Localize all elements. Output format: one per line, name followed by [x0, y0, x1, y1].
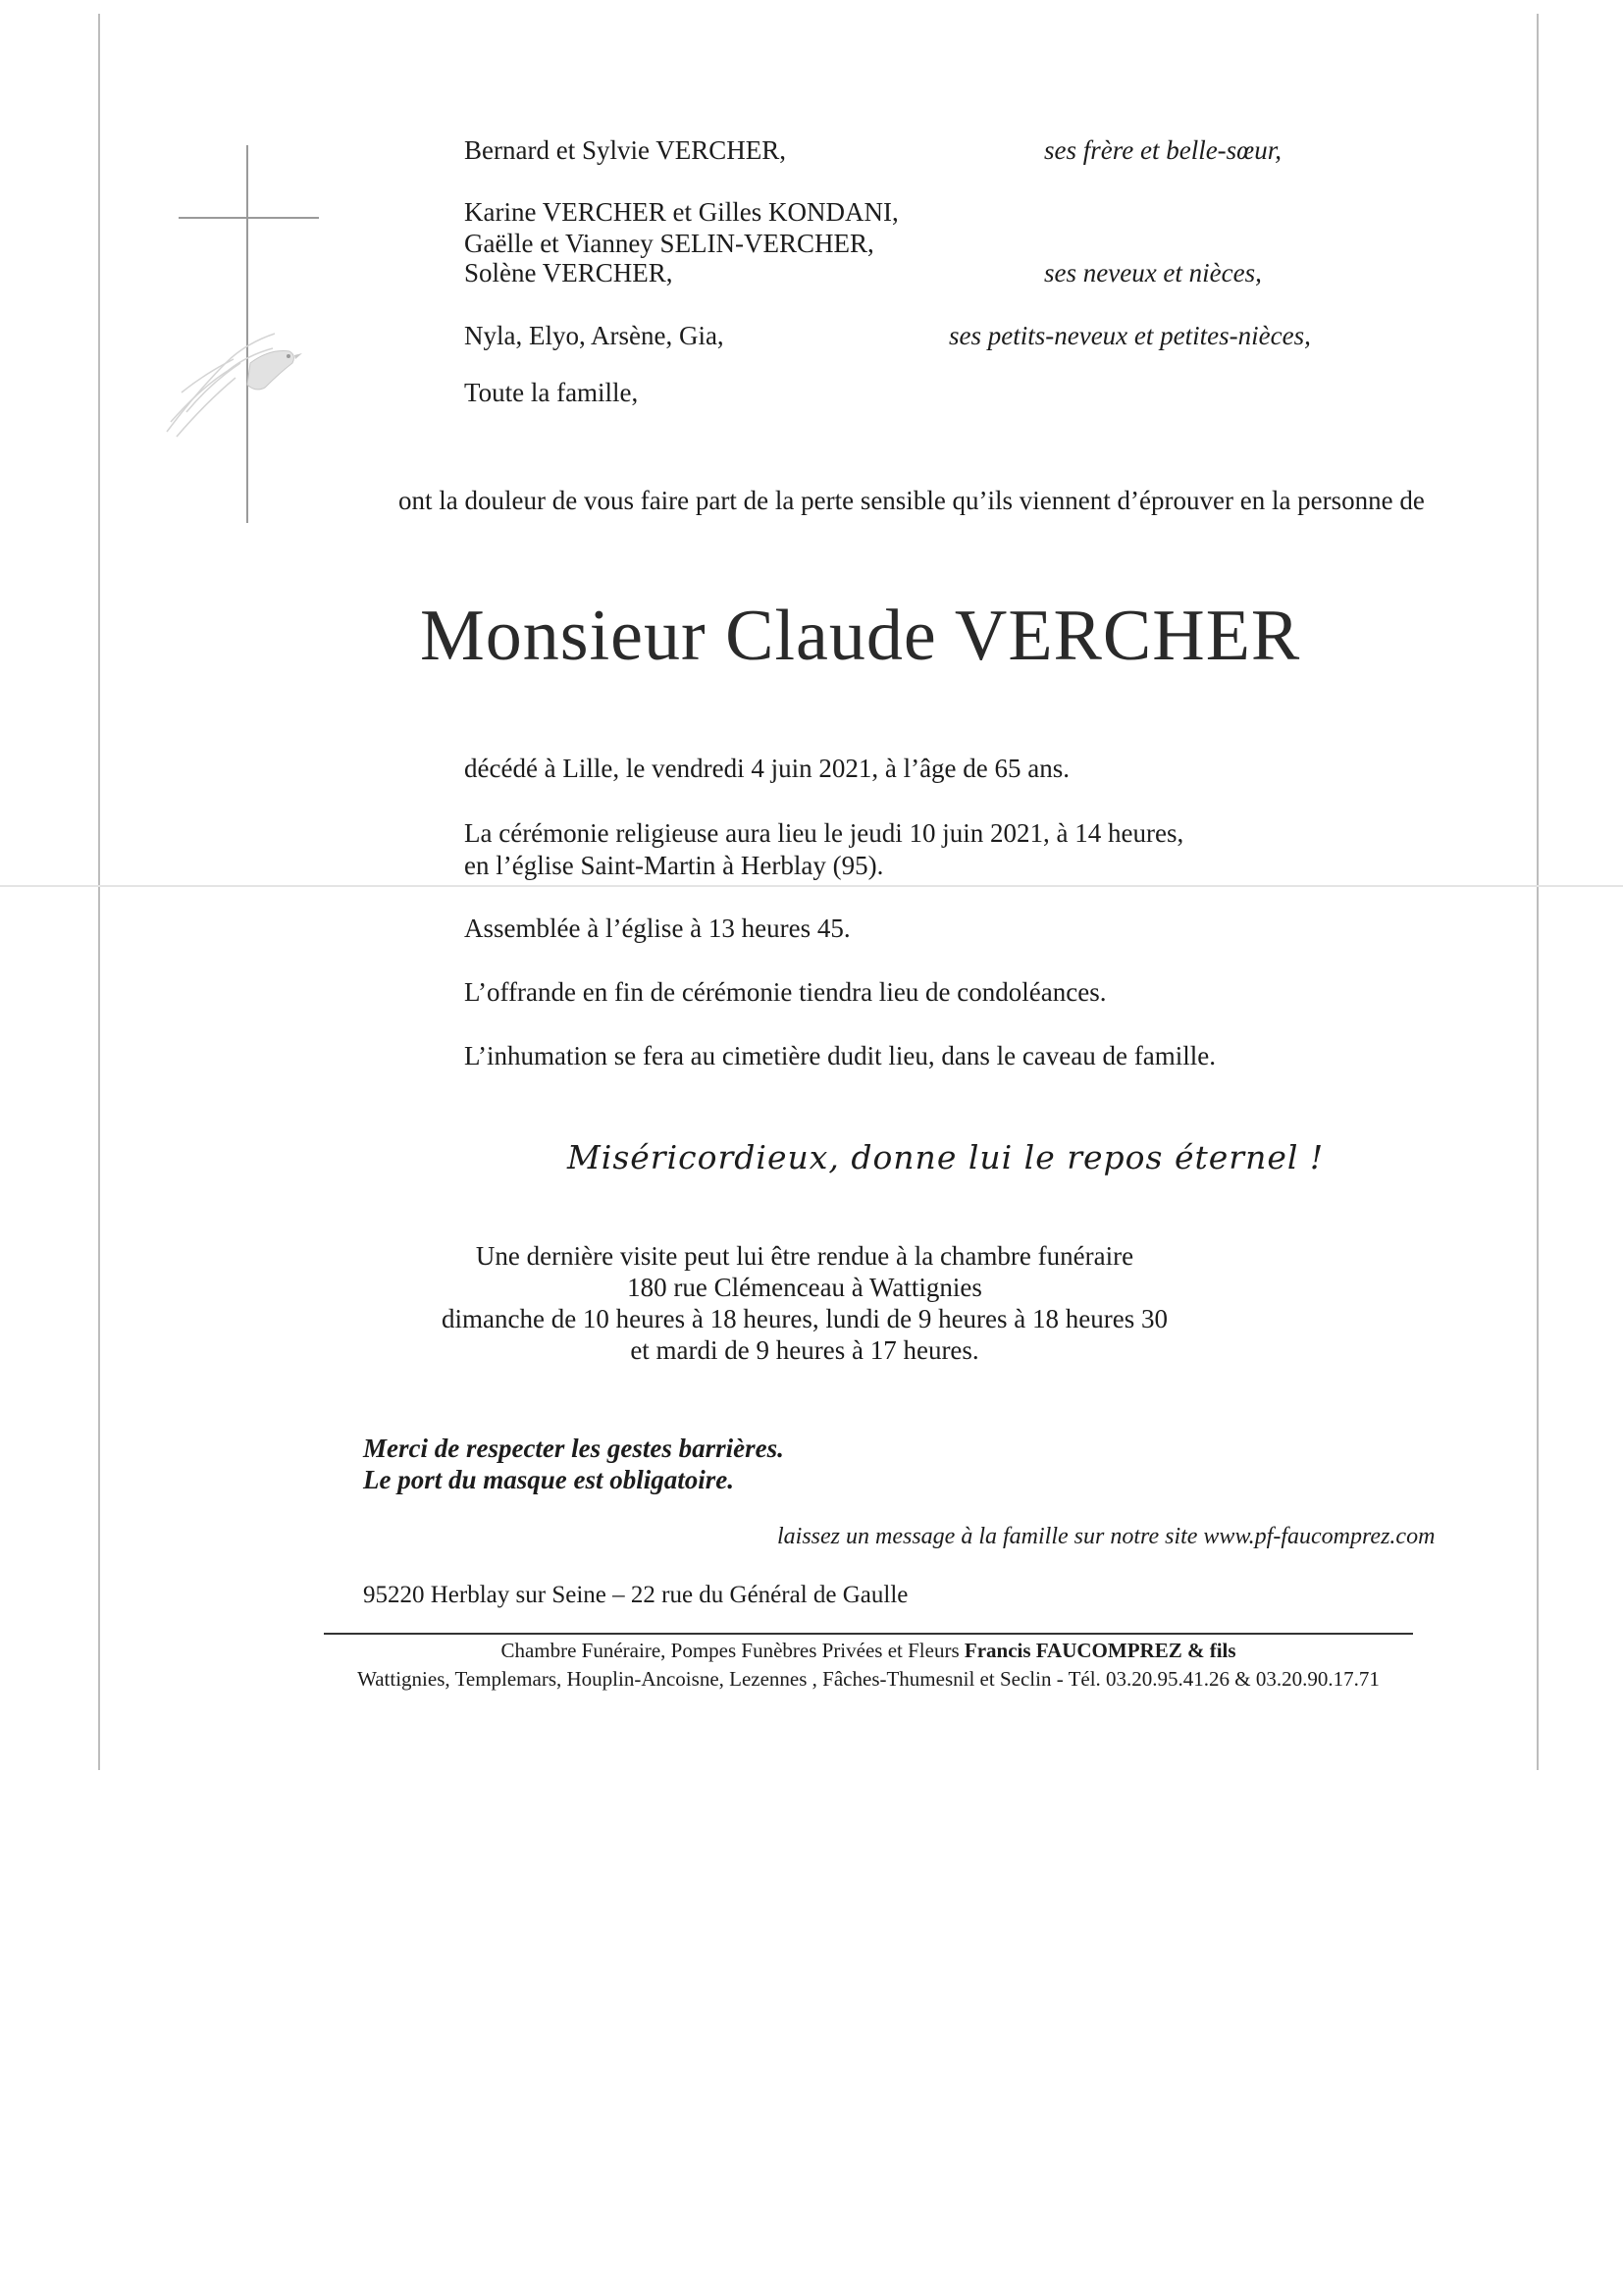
address-text: 95220 Herblay sur Seine – 22 rue du Général de Gaulle	[363, 1582, 909, 1608]
footer-line1-prefix: Chambre Funéraire, Pompes Funèbres Privées et Fleurs	[500, 1639, 965, 1662]
offering-details: L’offrande en fin de cérémonie tiendra lieu de condoléances.	[464, 977, 1107, 1007]
visit-info	[422, 1240, 1187, 1366]
assembly-details: Assemblée à l’église à 13 heures 45.	[464, 913, 851, 943]
footer-line1	[324, 1637, 1413, 1664]
family-row3-relation: ses petits-neveux et petites-nièces,	[949, 321, 1311, 350]
visit-line4: et mardi de 9 heures à 17 heures.	[630, 1335, 979, 1365]
fold-line	[0, 885, 1623, 887]
visit-line1: Une dernière visite peut lui être rendue à la chambre funéraire	[475, 1241, 1134, 1271]
message-site-text: laissez un message à la famille sur notre site www.pf-faucomprez.com	[777, 1524, 1436, 1549]
dove-icon	[157, 294, 314, 451]
footer-divider	[324, 1633, 1413, 1635]
prayer-text: Miséricordieux, donne lui le repos éternel !	[567, 1138, 1325, 1176]
family-row1-relation: ses frère et belle-sœur,	[1044, 135, 1282, 165]
burial-details: L’inhumation se fera au cimetière dudit lieu, dans le caveau de famille.	[464, 1041, 1216, 1070]
family-row2-line1: Karine VERCHER et Gilles KONDANI,	[464, 197, 899, 227]
page-right-border	[1537, 14, 1539, 1770]
family-row2-line2: Gaëlle et Vianney SELIN-VERCHER,	[464, 229, 874, 258]
notice-line1: Merci de respecter les gestes barrières.	[363, 1434, 784, 1463]
announcement-text: ont la douleur de vous faire part de la perte sensible qu’ils viennent d’éprouver en la personne de	[398, 486, 1425, 515]
footer-line2: Wattignies, Templemars, Houplin-Ancoisne, Lezennes , Fâches-Thumesnil et Seclin - Tél. 03.20.95.41.26 & 03.20.90.17.71	[357, 1667, 1380, 1691]
family-row2-relation: ses neveux et nièces,	[1044, 258, 1262, 287]
family-row1-names: Bernard et Sylvie VERCHER,	[464, 135, 786, 165]
death-details: décédé à Lille, le vendredi 4 juin 2021, à l’âge de 65 ans.	[464, 754, 1071, 783]
footer-brand: Francis FAUCOMPREZ & fils	[964, 1639, 1236, 1662]
ceremony-line1: La cérémonie religieuse aura lieu le jeudi 10 juin 2021, à 14 heures,	[464, 818, 1184, 848]
family-row3-names: Nyla, Elyo, Arsène, Gia,	[464, 321, 724, 350]
notice-line2: Le port du masque est obligatoire.	[363, 1465, 734, 1494]
family-row2-line3: Solène VERCHER,	[464, 258, 673, 287]
page-left-border	[98, 14, 100, 1770]
visit-line3: dimanche de 10 heures à 18 heures, lundi de 9 heures à 18 heures 30	[441, 1304, 1168, 1333]
ceremony-line2: en l’église Saint-Martin à Herblay (95).	[464, 851, 884, 880]
visit-line2: 180 rue Clémenceau à Wattignies	[627, 1273, 982, 1302]
family-row4-names: Toute la famille,	[464, 378, 639, 407]
deceased-name: Monsieur Claude VERCHER	[420, 596, 1301, 676]
